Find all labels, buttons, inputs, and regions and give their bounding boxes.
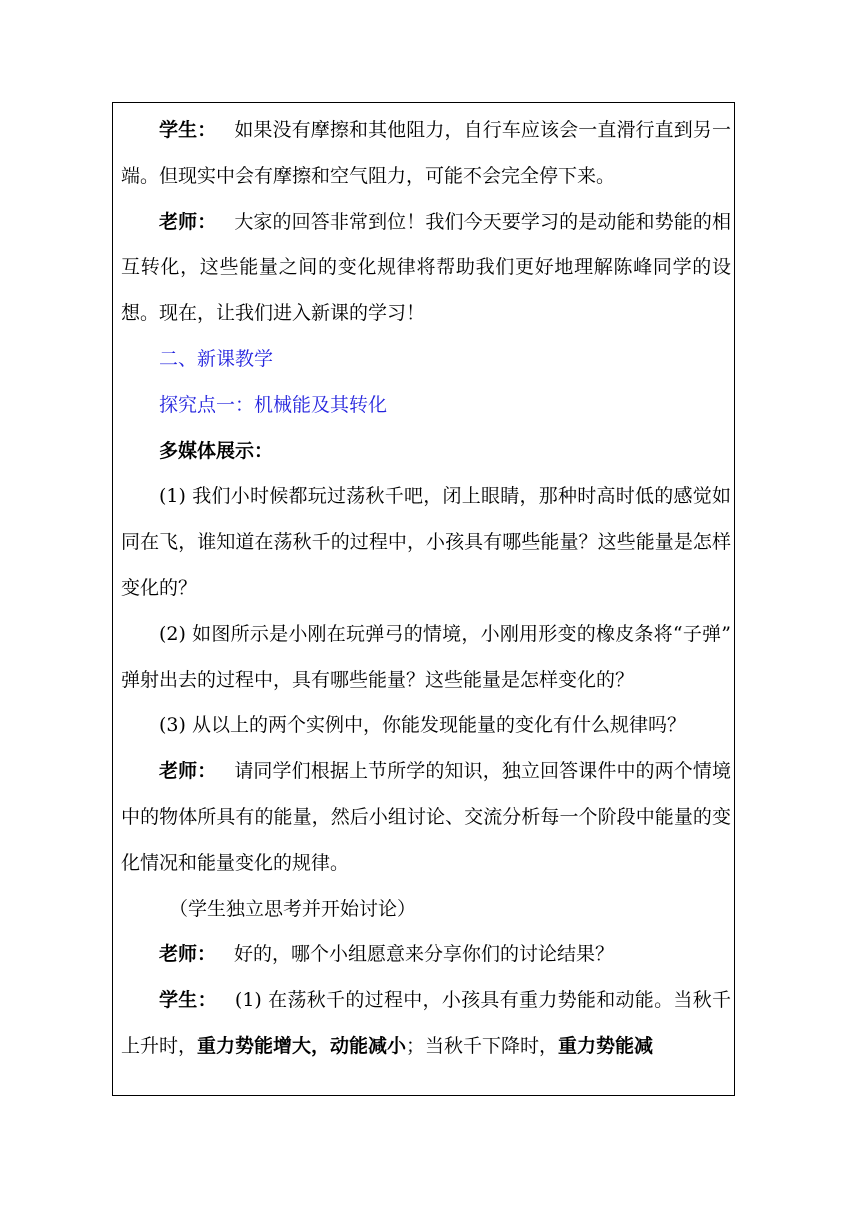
- paragraph-teacher-3: [121, 932, 731, 978]
- speaker-label: 学生：: [159, 119, 217, 141]
- section-heading: [121, 337, 731, 383]
- subsection-heading: [121, 383, 731, 429]
- stage-note-text: （学生独立思考并开始讨论）: [169, 897, 417, 920]
- item-text: (2) 如图所示是小刚在玩弹弓的情境，小刚用形变的橡皮条将“子弹” 弹射出去的过程中，具有哪些能量？这些能量是怎样变化的？: [121, 622, 731, 691]
- item-3: [121, 703, 731, 749]
- paragraph-text: 好的，哪个小组愿意来分享你们的讨论结果？: [234, 943, 615, 966]
- item-text: (3) 从以上的两个实例中，你能发现能量的变化有什么规律吗？: [159, 714, 686, 737]
- speaker-label: 学生：: [159, 989, 217, 1012]
- paragraph-teacher-1: [121, 200, 731, 337]
- paragraph-text: 如果没有摩擦和其他阻力，自行车应该会一直滑行直到另一端。但现实中会有摩擦和空气阻力，可能不会完全停下来。: [121, 119, 731, 187]
- paragraph-text-part: ；当秋千下降时，: [406, 1034, 559, 1057]
- paragraph-text-emphasis: 重力势能减: [558, 1034, 654, 1057]
- paragraph-text-part: (1) 在荡秋千的过程中，小孩具有重力势能和动能。当秋千上升时，: [121, 989, 731, 1057]
- paragraph-text: 请同学们根据上节所学的知识，独立回答课件中的两个情境中的物体所具有的能量，然后小组讨论、交流分析每一个阶段中能量的变化情况和能量变化的规律。: [121, 760, 731, 874]
- section-heading-text: 二、新课教学: [159, 347, 274, 370]
- paragraph-student-1: [121, 108, 731, 200]
- speaker-label: 老师：: [159, 210, 217, 233]
- paragraph-student-2: [121, 978, 731, 1070]
- multimedia-label-text: 多媒体展示：: [159, 439, 274, 462]
- paragraph-teacher-2: [121, 749, 731, 886]
- multimedia-label: [121, 429, 731, 475]
- paragraph-text: 大家的回答非常到位！我们今天要学习的是动能和势能的相互转化，这些能量之间的变化规律将帮助我们更好地理解陈峰同学的设想。现在，让我们进入新课的学习！: [121, 210, 731, 325]
- item-1: [121, 474, 731, 611]
- subsection-heading-text: 探究点一：机械能及其转化: [159, 393, 388, 416]
- item-2: [121, 612, 731, 704]
- speaker-label: 老师：: [159, 943, 217, 966]
- item-text: (1) 我们小时候都玩过荡秋千吧，闭上眼睛，那种时高时低的感觉如同在飞，谁知道在荡秋千的过程中，小孩具有哪些能量？这些能量是怎样变化的？: [121, 485, 731, 599]
- stage-note: [121, 887, 731, 933]
- speaker-label: 老师：: [159, 760, 217, 783]
- paragraph-text-emphasis: 重力势能增大，动能减小: [197, 1034, 407, 1057]
- lesson-content: [121, 108, 731, 1070]
